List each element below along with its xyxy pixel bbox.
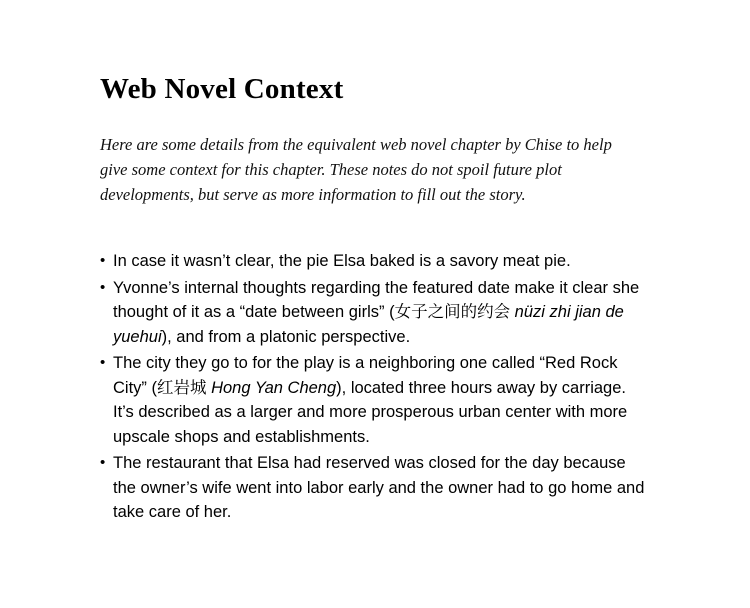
note-text-segment: 女子之间的约会 bbox=[394, 302, 511, 321]
page-title: Web Novel Context bbox=[100, 73, 344, 105]
note-text-segment: Hong Yan Cheng bbox=[206, 378, 337, 397]
note-text-segment: Yvonne’s internal thoughts regarding the featured date make it clear she thought of it as a “date between girls” ( bbox=[113, 278, 640, 321]
list-item bbox=[100, 451, 650, 525]
intro-note bbox=[100, 132, 620, 207]
list-item bbox=[100, 351, 650, 449]
note-text-segment: ), located three hours away by carriage. It’s described as a larger and more prosperous urban center with more upscale shops and establishments. bbox=[113, 378, 628, 446]
note-text-segment: The restaurant that Elsa had reserved was closed for the day because the owner’s wife went into labor early and the owner had to go home and take care of her. bbox=[113, 454, 645, 521]
list-item bbox=[100, 249, 650, 274]
intro-text: Here are some details from the equivalent web novel chapter by Chise to help give some context for this chapter. These notes do not spoil future plot developments, but serve as more information to fill out the story. bbox=[100, 135, 612, 204]
note-text-segment: The city they go to for the play is a neighboring one called “Red Rock City” ( bbox=[113, 354, 618, 397]
note-text-segment: In case it wasn’t clear, the pie Elsa baked is a savory meat pie. bbox=[113, 252, 571, 270]
list-item bbox=[100, 276, 650, 350]
context-notes-list bbox=[100, 249, 650, 525]
note-text-segment: ), and from a platonic perspective. bbox=[161, 327, 411, 346]
note-text-segment: nüzi zhi jian de yuehui bbox=[113, 303, 624, 346]
note-text-segment: 红岩城 bbox=[157, 377, 207, 397]
